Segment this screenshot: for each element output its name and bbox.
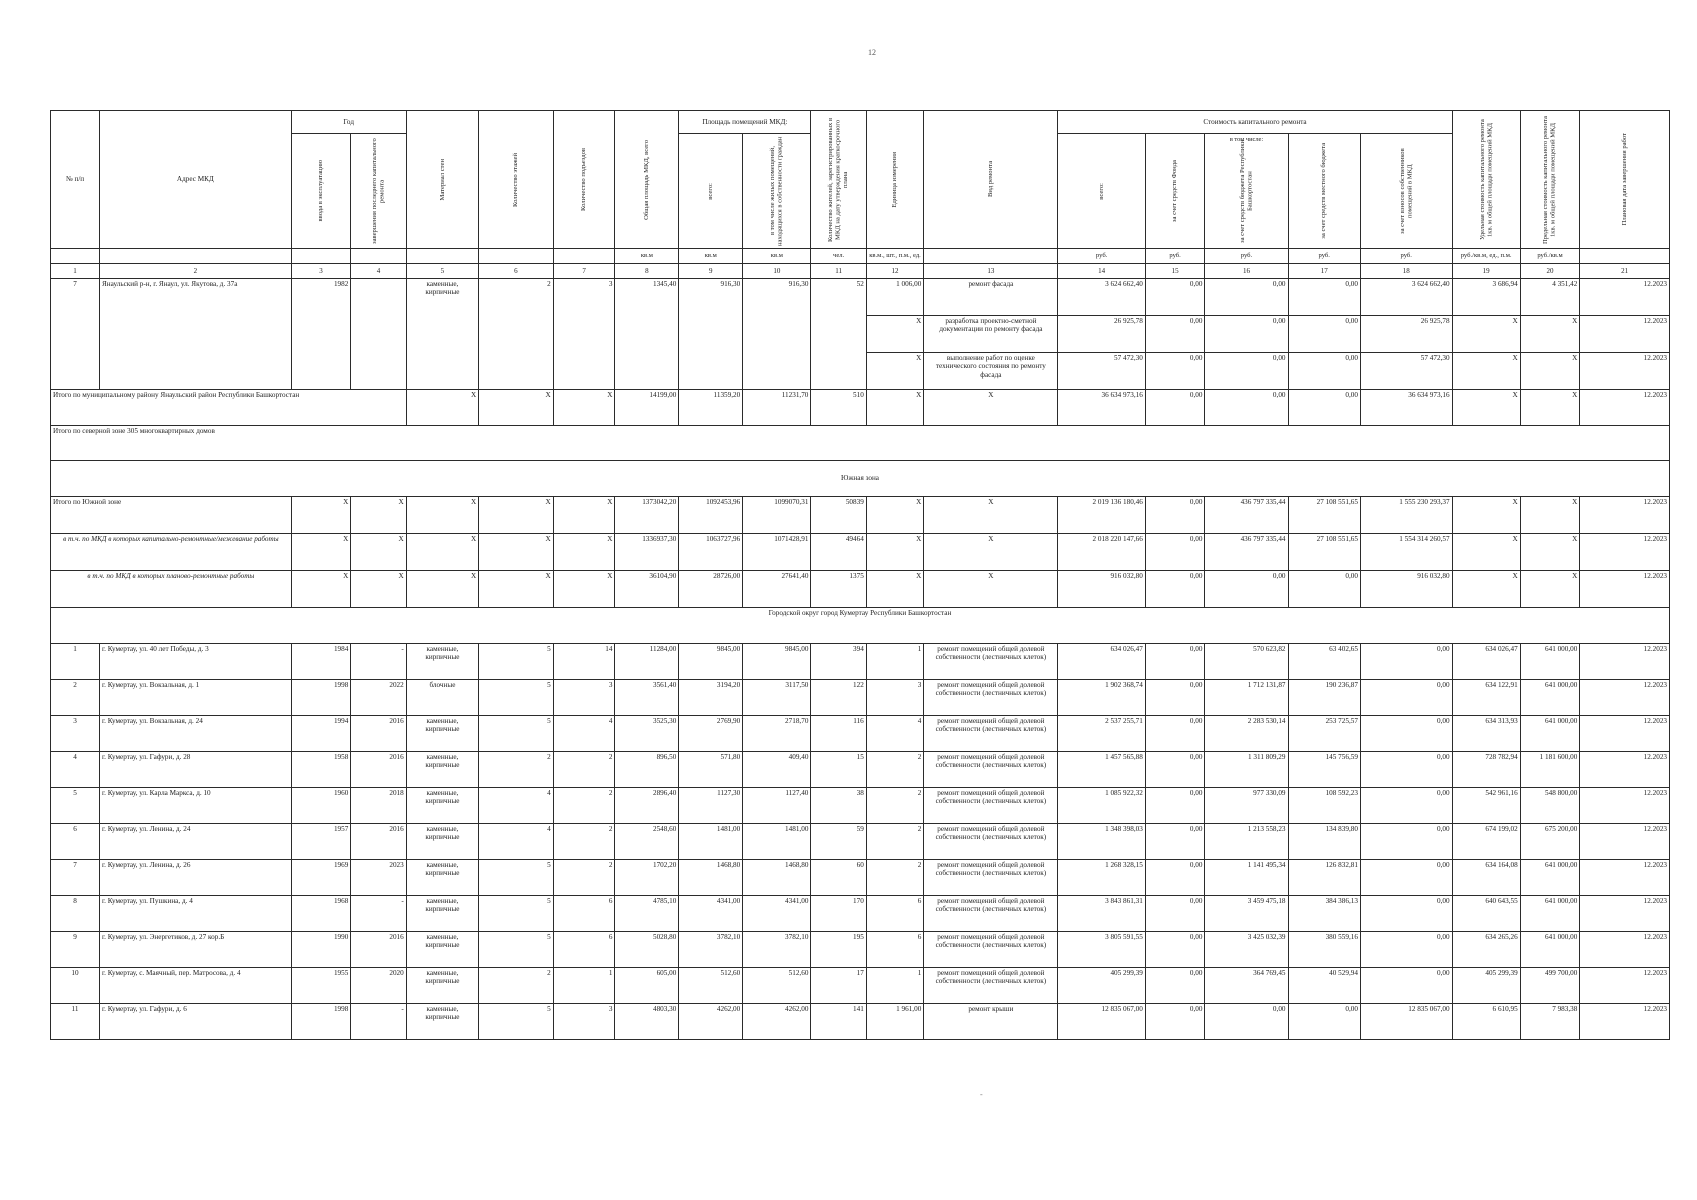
cell-floors: 4 [479, 824, 554, 860]
cell-total: 1 348 398,03 [1058, 824, 1145, 860]
cell-prem-res: 409,40 [743, 752, 811, 788]
cell-rep: 570 623,82 [1205, 644, 1288, 680]
cell-entrances: 3 [553, 1004, 615, 1040]
cell-num: 10 [51, 968, 100, 1004]
cell-type: ремонт помещений общей долевой собственности (лестничных клеток) [924, 824, 1058, 860]
cell-year: 1955 [291, 968, 351, 1004]
cell-num: 1 [51, 644, 100, 680]
table-row: X разработка проектно-сметной документации по ремонту фасада 26 925,78 0,00 0,00 0,00 26 925,78 X X 12.2023 [51, 316, 1670, 353]
cell-date: 12.2023 [1580, 932, 1670, 968]
cell-type: ремонт помещений общей долевой собственности (лестничных клеток) [924, 932, 1058, 968]
cell-floors: 4 [479, 788, 554, 824]
cell-prem-res: 9845,00 [743, 644, 811, 680]
cell-unit: 2 [866, 788, 924, 824]
table-row [51, 968, 1670, 1004]
cell-unit: 1 [866, 644, 924, 680]
cell-material: каменные, кирпичные [406, 752, 478, 788]
cell-floors: 5 [479, 932, 554, 968]
cell-max-cost: 641 000,00 [1520, 860, 1580, 896]
cell-max-cost: 499 700,00 [1520, 968, 1580, 1004]
cell-fund: 0,00 [1145, 752, 1205, 788]
cell-num: 7 [51, 860, 100, 896]
cell-prem-total: 571,80 [679, 752, 743, 788]
cell-material: каменные, кирпичные [406, 716, 478, 752]
cell-max-cost: 7 983,38 [1520, 1004, 1580, 1040]
district-total-row: Итого по муниципальному району Янаульский район Республики Башкортостан X X X 14199,00 11359,20 11231,70 510 X X 36 634 973,16 0,00 0,00 0,00 36 634 973,16 X X 12.2023 [51, 390, 1670, 426]
cell-last: - [351, 896, 406, 932]
cell-fund: 0,00 [1145, 788, 1205, 824]
table-row [51, 752, 1670, 788]
header-republic: в том числе: за счет средств бюджета Республики Башкортостан [1205, 134, 1288, 249]
header-deadline: Плановая дата завершения работ [1580, 111, 1670, 249]
cell-rep: 3 425 032,39 [1205, 932, 1288, 968]
cell-num: 2 [51, 680, 100, 716]
cell-entrances: 2 [553, 788, 615, 824]
cell-prem-res: 4262,00 [743, 1004, 811, 1040]
cell-residents: 170 [811, 896, 866, 932]
cell-last: 2016 [351, 716, 406, 752]
cell-address: г. Кумертау, ул. Вокзальная, д. 24 [99, 716, 291, 752]
table-row [51, 680, 1670, 716]
header-premises-group: Площадь помещений МКД: [679, 111, 811, 134]
cell-max-cost: 641 000,00 [1520, 716, 1580, 752]
cell-unit-cost: 542 961,16 [1452, 788, 1520, 824]
units-row: кв.м кв.м кв.м чел. кв.м., шт., п.м., ед. руб. руб. руб. руб. руб. руб./кв.м, ед., п.м. руб./кв.м [51, 249, 1670, 264]
cell-owners: 12 835 067,00 [1360, 1004, 1452, 1040]
cell-area: 3525,30 [615, 716, 679, 752]
cell-max-cost: 641 000,00 [1520, 896, 1580, 932]
cell-date: 12.2023 [1580, 896, 1670, 932]
page-number: 12 [868, 48, 876, 57]
cell-entrances: 3 [553, 680, 615, 716]
cell-address: г. Кумертау, с. Маячный, пер. Матросова, д. 4 [99, 968, 291, 1004]
cell-floors: 5 [479, 716, 554, 752]
table-row [51, 896, 1670, 932]
cell-unit: 2 [866, 860, 924, 896]
south-zone-title-row: Южная зона [51, 461, 1670, 497]
cell-material: каменные, кирпичные [406, 824, 478, 860]
table-row [51, 788, 1670, 824]
cell-unit: 6 [866, 896, 924, 932]
header-cost-group: Стоимость капитального ремонта [1058, 111, 1452, 134]
cell-last: 2016 [351, 824, 406, 860]
header-premises-residential: в том числе жилых помещений, находящихся в собственности граждан [743, 134, 811, 249]
header-wall-material: Материал стен [406, 111, 478, 249]
cell-max-cost: 1 181 600,00 [1520, 752, 1580, 788]
cell-owners: 0,00 [1360, 752, 1452, 788]
header-year-last-repair: завершения последнего капитального ремонта [351, 134, 406, 249]
cell-local: 63 402,65 [1288, 644, 1360, 680]
cell-prem-total: 4341,00 [679, 896, 743, 932]
cell-entrances: 4 [553, 716, 615, 752]
cell-prem-total: 1481,00 [679, 824, 743, 860]
cell-total: 1 457 565,88 [1058, 752, 1145, 788]
cell-prem-res: 1127,40 [743, 788, 811, 824]
cell-year: 1968 [291, 896, 351, 932]
north-zone-total-row: Итого по северной зоне 305 многоквартирных домов [51, 426, 1670, 461]
cell-rep: 364 769,45 [1205, 968, 1288, 1004]
cell-unit-cost: 6 610,95 [1452, 1004, 1520, 1040]
cell-date: 12.2023 [1580, 860, 1670, 896]
cell-owners: 0,00 [1360, 860, 1452, 896]
cell-owners: 0,00 [1360, 788, 1452, 824]
header-repair-type: Вид ремонта [924, 111, 1058, 249]
cell-date: 12.2023 [1580, 644, 1670, 680]
cell-max-cost: 641 000,00 [1520, 644, 1580, 680]
cell-address: г. Кумертау, ул. 40 лет Победы, д. 3 [99, 644, 291, 680]
south-total-row: Итого по Южной зоне X X X X X 1373042,20 1092453,96 1099070,31 50839 X X 2 019 136 180,46 0,00 436 797 335,44 27 108 551,65 1 555 230 293,37 X X 12.2023 [51, 497, 1670, 534]
cell-rep: 977 330,09 [1205, 788, 1288, 824]
cell-total: 634 026,47 [1058, 644, 1145, 680]
header-num: № п/п [51, 111, 100, 249]
cell-num: 4 [51, 752, 100, 788]
cell-residents: 394 [811, 644, 866, 680]
cell-entrances: 6 [553, 932, 615, 968]
cell-material: каменные, кирпичные [406, 932, 478, 968]
cell-area: 4785,10 [615, 896, 679, 932]
cell-rep: 1 712 131,87 [1205, 680, 1288, 716]
cell-type: ремонт помещений общей долевой собственности (лестничных клеток) [924, 644, 1058, 680]
table-row [51, 1004, 1670, 1040]
cell-unit: 1 961,00 [866, 1004, 924, 1040]
cell-prem-total: 9845,00 [679, 644, 743, 680]
cell-material: каменные, кирпичные [406, 896, 478, 932]
cell-max-cost: 641 000,00 [1520, 932, 1580, 968]
cell-prem-total: 3194,20 [679, 680, 743, 716]
header-owners: за счет взносов собственников помещений в МКД [1360, 134, 1452, 249]
header-cost-total: всего: [1058, 134, 1145, 249]
cell-num: 5 [51, 788, 100, 824]
cell-unit: 2 [866, 752, 924, 788]
cell-type: ремонт помещений общей долевой собственности (лестничных клеток) [924, 788, 1058, 824]
cell-prem-total: 1127,30 [679, 788, 743, 824]
cell-prem-total: 2769,90 [679, 716, 743, 752]
cell-residents: 59 [811, 824, 866, 860]
cell-unit: 2 [866, 824, 924, 860]
cell-rep: 0,00 [1205, 1004, 1288, 1040]
cell-unit-cost: 728 782,94 [1452, 752, 1520, 788]
cell-local: 384 386,13 [1288, 896, 1360, 932]
cell-year: 1990 [291, 932, 351, 968]
table-row [51, 932, 1670, 968]
cell-area: 605,00 [615, 968, 679, 1004]
cell-floors: 5 [479, 860, 554, 896]
cell-address: г. Кумертау, ул. Гафури, д. 28 [99, 752, 291, 788]
cell-fund: 0,00 [1145, 1004, 1205, 1040]
cell-last: 2023 [351, 860, 406, 896]
cell-local: 134 839,80 [1288, 824, 1360, 860]
cell-prem-total: 512,60 [679, 968, 743, 1004]
cell-date: 12.2023 [1580, 680, 1670, 716]
cell-date: 12.2023 [1580, 824, 1670, 860]
header-unit: Единица измерения [866, 111, 924, 249]
cell-fund: 0,00 [1145, 968, 1205, 1004]
cell-area: 2896,40 [615, 788, 679, 824]
cell-total: 405 299,39 [1058, 968, 1145, 1004]
cell-prem-res: 4341,00 [743, 896, 811, 932]
cell-rep: 2 283 530,14 [1205, 716, 1288, 752]
cell-address: г. Кумертау, ул. Ленина, д. 24 [99, 824, 291, 860]
cell-num: 3 [51, 716, 100, 752]
cell-entrances: 1 [553, 968, 615, 1004]
table-row [51, 716, 1670, 752]
cell-prem-res: 3782,10 [743, 932, 811, 968]
cell-total: 12 835 067,00 [1058, 1004, 1145, 1040]
cell-local: 380 559,16 [1288, 932, 1360, 968]
cell-local: 253 725,57 [1288, 716, 1360, 752]
cell-unit: 3 [866, 680, 924, 716]
cell-material: каменные, кирпичные [406, 644, 478, 680]
cell-num: 8 [51, 896, 100, 932]
cell-prem-res: 1481,00 [743, 824, 811, 860]
header-max-cost: Предельная стоимость капитального ремонта 1кв. м общей площади помещений МКД [1520, 111, 1580, 249]
cell-rep: 1 213 558,23 [1205, 824, 1288, 860]
cell-num: 11 [51, 1004, 100, 1040]
cell-local: 126 832,81 [1288, 860, 1360, 896]
column-numbers-row: 1 2 3 4 5 6 7 8 9 10 11 12 13 14 15 16 17 18 19 20 21 [51, 264, 1670, 279]
cell-year: 1994 [291, 716, 351, 752]
cell-residents: 17 [811, 968, 866, 1004]
cell-unit-cost: 640 643,55 [1452, 896, 1520, 932]
cell-floors: 5 [479, 680, 554, 716]
cell-year: 1958 [291, 752, 351, 788]
cell-total: 1 902 368,74 [1058, 680, 1145, 716]
cell-total: 2 537 255,71 [1058, 716, 1145, 752]
cell-prem-total: 4262,00 [679, 1004, 743, 1040]
cell-rep: 1 141 495,34 [1205, 860, 1288, 896]
cell-address: г. Кумертау, ул. Гафури, д. 6 [99, 1004, 291, 1040]
cell-prem-total: 3782,10 [679, 932, 743, 968]
cell-entrances: 2 [553, 860, 615, 896]
cell-last: 2016 [351, 932, 406, 968]
cell-address: г. Кумертау, ул. Энергетиков, д. 27 кор.Б [99, 932, 291, 968]
cell-total: 1 085 922,32 [1058, 788, 1145, 824]
south-subtotal-row: в т.ч. по МКД в которых капитально-ремонтные/межевание работы X X X X X 1336937,30 1063727,96 1071428,91 49464 X X 2 018 220 147,66 0,00 436 797 335,44 27 108 551,65 1 554 314 260,57 X X 12.2023 [51, 534, 1670, 571]
cell-owners: 0,00 [1360, 968, 1452, 1004]
cell-max-cost: 675 200,00 [1520, 824, 1580, 860]
capital-repair-register-table [50, 110, 1670, 1040]
cell-fund: 0,00 [1145, 860, 1205, 896]
cell-type: ремонт помещений общей долевой собственности (лестничных клеток) [924, 968, 1058, 1004]
cell-floors: 5 [479, 896, 554, 932]
cell-residents: 60 [811, 860, 866, 896]
cell-residents: 122 [811, 680, 866, 716]
cell-area: 3561,40 [615, 680, 679, 716]
cell-last: 2020 [351, 968, 406, 1004]
cell-floors: 2 [479, 968, 554, 1004]
cell-last: - [351, 1004, 406, 1040]
cell-entrances: 14 [553, 644, 615, 680]
cell-address: г. Кумертау, ул. Карла Маркса, д. 10 [99, 788, 291, 824]
houses-body [51, 644, 1670, 1040]
cell-year: 1957 [291, 824, 351, 860]
header-year-group: Год [291, 111, 406, 134]
cell-local: 108 592,23 [1288, 788, 1360, 824]
cell-entrances: 2 [553, 824, 615, 860]
cell-area: 5028,80 [615, 932, 679, 968]
cell-last: 2016 [351, 752, 406, 788]
cell-year: 1998 [291, 680, 351, 716]
cell-area: 4803,30 [615, 1004, 679, 1040]
header-address: Адрес МКД [99, 111, 291, 249]
cell-entrances: 2 [553, 752, 615, 788]
cell-num: 6 [51, 824, 100, 860]
cell-rep: 3 459 475,18 [1205, 896, 1288, 932]
cell-max-cost: 641 000,00 [1520, 680, 1580, 716]
cell-floors: 5 [479, 1004, 554, 1040]
cell-local: 0,00 [1288, 1004, 1360, 1040]
header-total-area: Общая площадь МКД, всего [615, 111, 679, 249]
cell-address: г. Кумертау, ул. Ленина, д. 26 [99, 860, 291, 896]
cell-residents: 15 [811, 752, 866, 788]
header-entrances: Количество подъездов [553, 111, 615, 249]
cell-fund: 0,00 [1145, 896, 1205, 932]
cell-local: 190 236,87 [1288, 680, 1360, 716]
cell-fund: 0,00 [1145, 644, 1205, 680]
cell-material: каменные, кирпичные [406, 860, 478, 896]
cell-num: 9 [51, 932, 100, 968]
cell-prem-res: 512,60 [743, 968, 811, 1004]
cell-address: г. Кумертау, ул. Пушкина, д. 4 [99, 896, 291, 932]
table-row [51, 860, 1670, 896]
cell-entrances: 6 [553, 896, 615, 932]
table-row [51, 644, 1670, 680]
cell-prem-total: 1468,80 [679, 860, 743, 896]
page-footer-mark: - [980, 1090, 983, 1099]
cell-year: 1984 [291, 644, 351, 680]
cell-type: ремонт помещений общей долевой собственности (лестничных клеток) [924, 716, 1058, 752]
cell-type: ремонт помещений общей долевой собственности (лестничных клеток) [924, 896, 1058, 932]
cell-last: - [351, 644, 406, 680]
cell-unit-cost: 634 122,91 [1452, 680, 1520, 716]
cell-local: 40 529,94 [1288, 968, 1360, 1004]
cell-date: 12.2023 [1580, 752, 1670, 788]
cell-area: 896,50 [615, 752, 679, 788]
cell-type: ремонт крыши [924, 1004, 1058, 1040]
cell-fund: 0,00 [1145, 932, 1205, 968]
cell-floors: 2 [479, 752, 554, 788]
cell-area: 1702,20 [615, 860, 679, 896]
cell-prem-res: 3117,50 [743, 680, 811, 716]
table-row: X выполнение работ по оценке технического состояния по ремонту фасада 57 472,30 0,00 0,00 0,00 57 472,30 X X 12.2023 [51, 353, 1670, 390]
cell-total: 1 268 328,15 [1058, 860, 1145, 896]
cell-prem-res: 1468,80 [743, 860, 811, 896]
cell-material: каменные, кирпичные [406, 1004, 478, 1040]
cell-owners: 0,00 [1360, 932, 1452, 968]
cell-residents: 141 [811, 1004, 866, 1040]
cell-area: 11284,00 [615, 644, 679, 680]
cell-year: 1969 [291, 860, 351, 896]
cell-date: 12.2023 [1580, 788, 1670, 824]
cell-max-cost: 548 800,00 [1520, 788, 1580, 824]
cell-owners: 0,00 [1360, 824, 1452, 860]
cell-residents: 195 [811, 932, 866, 968]
cell-year: 1998 [291, 1004, 351, 1040]
header-local: за счет средств местного бюджета [1288, 134, 1360, 249]
header-residents: Количество жителей, зарегистрированных в МКД на дату утверждения краткосрочного плана [811, 111, 866, 249]
header-fund: за счет средств Фонда [1145, 134, 1205, 249]
cell-unit-cost: 634 026,47 [1452, 644, 1520, 680]
cell-total: 3 805 591,55 [1058, 932, 1145, 968]
header-year-commission: ввода в эксплуатацию [291, 134, 351, 249]
table-row: 7 Янаульский р-н, г. Янаул, ул. Якутова, д. 37а 1982 каменные, кирпичные 2 3 1345,40 916,30 916,30 52 1 006,00 ремонт фасада 3 624 662,40 0,00 0,00 0,00 3 624 662,40 3 686,94 4 351,42 12.2023 [51, 279, 1670, 316]
cell-rep: 1 311 809,29 [1205, 752, 1288, 788]
cell-unit-cost: 405 299,39 [1452, 968, 1520, 1004]
cell-residents: 38 [811, 788, 866, 824]
header-floors: Количество этажей [479, 111, 554, 249]
cell-type: ремонт помещений общей долевой собственности (лестничных клеток) [924, 680, 1058, 716]
cell-fund: 0,00 [1145, 716, 1205, 752]
cell-date: 12.2023 [1580, 968, 1670, 1004]
table-row [51, 824, 1670, 860]
south-subtotal-row: в т.ч. по МКД в которых планово-ремонтные работы X X X X X 36104,90 28726,00 27641,40 1375 X X 916 032,80 0,00 0,00 0,00 916 032,80 X X 12.2023 [51, 571, 1670, 608]
cell-owners: 0,00 [1360, 644, 1452, 680]
cell-unit: 4 [866, 716, 924, 752]
cell-address: г. Кумертау, ул. Вокзальная, д. 1 [99, 680, 291, 716]
header-unit-cost: Удельная стоимость капитального ремонта 1кв. м общей площади помещений МКД [1452, 111, 1520, 249]
cell-unit-cost: 674 199,02 [1452, 824, 1520, 860]
cell-date: 12.2023 [1580, 1004, 1670, 1040]
cell-last: 2018 [351, 788, 406, 824]
cell-unit-cost: 634 313,93 [1452, 716, 1520, 752]
cell-unit: 1 [866, 968, 924, 1004]
cell-material: каменные, кирпичные [406, 968, 478, 1004]
cell-year: 1960 [291, 788, 351, 824]
city-title-row: Городской округ город Кумертау Республики Башкортостан [51, 608, 1670, 644]
cell-last: 2022 [351, 680, 406, 716]
cell-area: 2548,60 [615, 824, 679, 860]
cell-unit-cost: 634 265,26 [1452, 932, 1520, 968]
cell-material: блочные [406, 680, 478, 716]
cell-total: 3 843 861,31 [1058, 896, 1145, 932]
cell-fund: 0,00 [1145, 824, 1205, 860]
header-premises-total: всего: [679, 134, 743, 249]
cell-owners: 0,00 [1360, 896, 1452, 932]
cell-prem-res: 2718,70 [743, 716, 811, 752]
cell-owners: 0,00 [1360, 680, 1452, 716]
cell-fund: 0,00 [1145, 680, 1205, 716]
table-header [51, 111, 1670, 279]
cell-date: 12.2023 [1580, 716, 1670, 752]
cell-floors: 5 [479, 644, 554, 680]
cell-owners: 0,00 [1360, 716, 1452, 752]
cell-local: 145 756,59 [1288, 752, 1360, 788]
cell-residents: 116 [811, 716, 866, 752]
cell-unit-cost: 634 164,08 [1452, 860, 1520, 896]
cell-material: каменные, кирпичные [406, 788, 478, 824]
cell-type: ремонт помещений общей долевой собственности (лестничных клеток) [924, 860, 1058, 896]
cell-type: ремонт помещений общей долевой собственности (лестничных клеток) [924, 752, 1058, 788]
cell-unit: 6 [866, 932, 924, 968]
